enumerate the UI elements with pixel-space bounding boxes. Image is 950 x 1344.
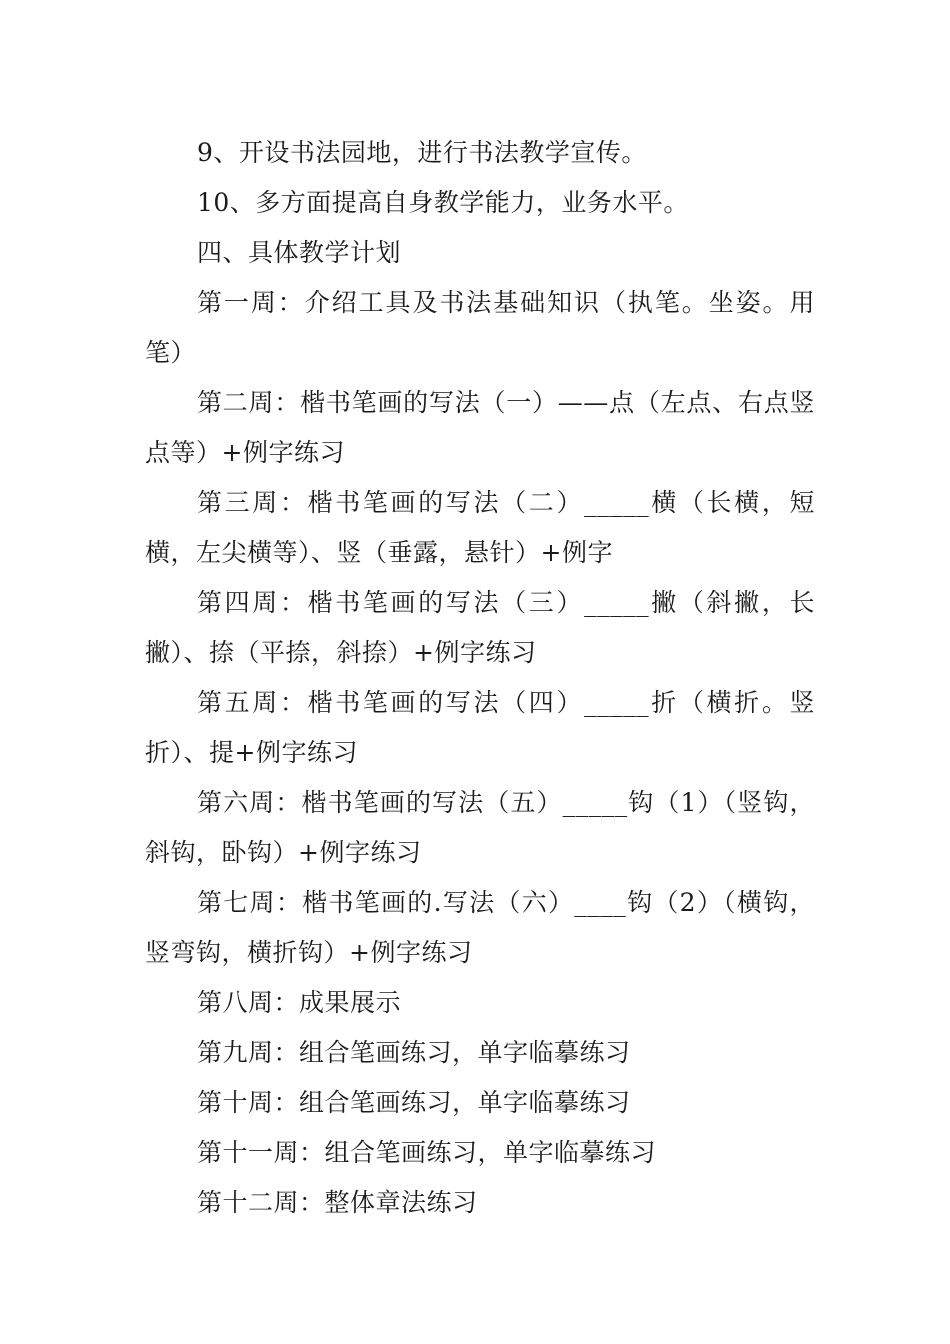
document-body [145,128,815,1228]
week-7-plan: 第七周：楷书笔画的.写法（六）____钩（2）（横钩，竖弯钩，横折钩）+例字练习 [145,888,815,967]
week-11-plan: 第十一周：组合笔画练习，单字临摹练习 [197,1138,657,1167]
week-4-plan: 第四周：楷书笔画的写法（三）_____撇（斜撇，长撇）、捺（平捺，斜捺）+例字练习 [145,588,815,667]
section-heading-teaching-plan: 四、具体教学计划 [197,238,402,267]
paragraph-item-9: 9、开设书法园地，进行书法教学宣传。 [197,138,647,167]
week-6-plan: 第六周：楷书笔画的写法（五）_____钩（1）（竖钩，斜钩，卧钩）+例字练习 [145,788,815,867]
week-5-plan: 第五周：楷书笔画的写法（四）_____折（横折。竖折）、提+例字练习 [145,688,815,767]
week-8-plan: 第八周：成果展示 [197,988,402,1017]
paragraph-item-10: 10、多方面提高自身教学能力，业务水平。 [197,188,689,217]
week-9-plan: 第九周：组合笔画练习，单字临摹练习 [197,1038,631,1067]
week-10-plan: 第十周：组合笔画练习，单字临摹练习 [197,1088,631,1117]
week-1-plan: 第一周：介绍工具及书法基础知识（执笔。坐姿。用笔） [145,288,815,367]
week-12-plan: 第十二周：整体章法练习 [197,1188,478,1217]
week-2-plan: 第二周：楷书笔画的写法（一）——点（左点、右点竖点等）+例字练习 [145,388,815,467]
week-3-plan: 第三周：楷书笔画的写法（二）_____横（长横，短横，左尖横等）、竖（垂露，悬针）+例字 [145,488,815,567]
